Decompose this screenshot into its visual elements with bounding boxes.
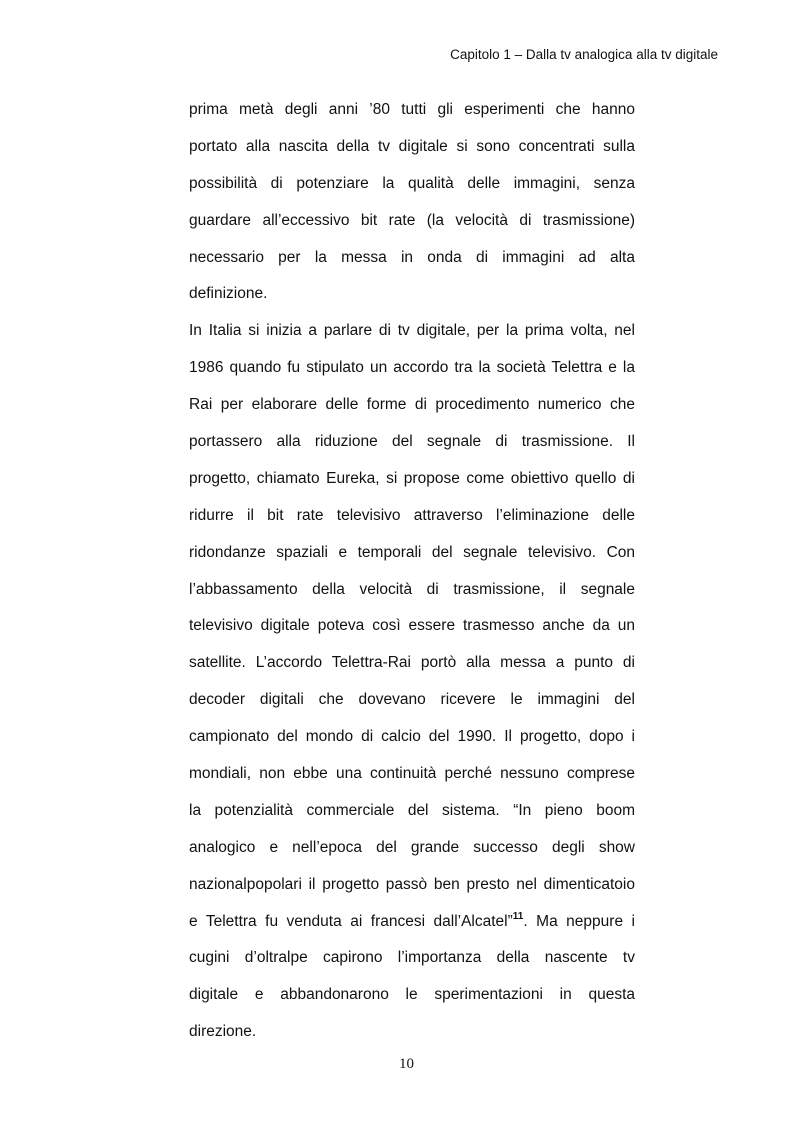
text-fragment: e Telettra fu venduta ai francesi dall’Alcatel” [189,912,513,930]
running-header: Capitolo 1 – Dalla tv analogica alla tv digitale [450,47,718,62]
text-line-with-footnote [189,904,635,941]
text-line: guardare all’eccessivo bit rate (la velocità di trasmissione) [189,211,635,229]
text-line: direzione. [189,1023,257,1041]
text-line: ridurre il bit rate televisivo attraverso l’eliminazione delle [189,506,635,524]
text-line: definizione. [189,285,268,303]
text-line: In Italia si inizia a parlare di tv digitale, per la prima volta, nel [189,322,635,340]
text-line: la potenzialità commerciale del sistema. “In pieno boom [189,801,635,819]
text-line: 1986 quando fu stipulato un accordo tra la società Telettra e la [189,359,635,377]
text-line: campionato del mondo di calcio del 1990. Il progetto, dopo i [189,728,635,746]
footnote-reference[interactable]: 11 [512,910,524,922]
text-line: necessario per la messa in onda di immagini ad alta [189,248,635,266]
text-line: l’abbassamento della velocità di trasmissione, il segnale [189,580,635,598]
text-line: analogico e nell’epoca del grande successo degli show [189,838,635,856]
text-line: mondiali, non ebbe una continuità perché nessuno comprese [189,765,635,783]
text-line: possibilità di potenziare la qualità delle immagini, senza [189,174,635,192]
text-line: prima metà degli anni ’80 tutti gli esperimenti che hanno [189,101,635,118]
text-line: ridondanze spaziali e temporali del segnale televisivo. Con [189,543,635,561]
text-line: progetto, chiamato Eureka, si propose come obiettivo quello di [189,469,635,487]
text-line: satellite. L’accordo Telettra-Rai portò alla messa a punto di [189,654,635,672]
text-line: cugini d’oltralpe capirono l’importanza della nascente tv [189,949,635,967]
text-line: televisivo digitale poteva così essere trasmesso anche da un [189,617,635,635]
text-fragment: . Ma neppure i [523,912,635,930]
body-text [189,92,635,1051]
text-line: digitale e abbandonarono le sperimentazioni in questa [189,986,635,1004]
text-line: Rai per elaborare delle forme di procedimento numerico che [189,396,635,414]
text-line: nazionalpopolari il progetto passò ben presto nel dimenticatoio [189,875,635,893]
text-line: portato alla nascita della tv digitale si sono concentrati sulla [189,137,635,155]
page-number: 10 [399,1056,414,1072]
text-line: decoder digitali che dovevano ricevere le immagini del [189,691,635,709]
text-line: portassero alla riduzione del segnale di trasmissione. Il [189,433,635,451]
